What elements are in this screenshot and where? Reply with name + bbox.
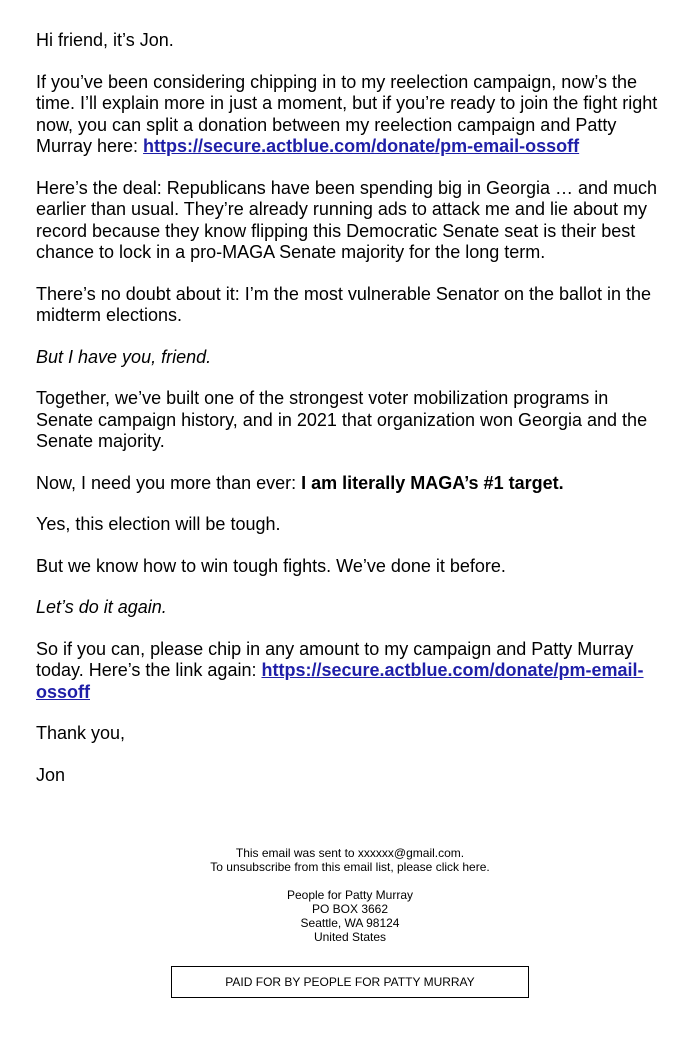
signature: Jon [36,764,66,785]
email-footer [0,846,700,998]
donate-link-again[interactable]: https://secure.actblue.com/donate/pm-email-ossoff [36,660,644,702]
greeting: Hi friend, it’s Jon. [36,30,174,50]
maga-target-bold: I am literally MAGA’s #1 target. [301,472,564,493]
donate-link[interactable]: https://secure.actblue.com/donate/pm-email-ossoff [143,136,580,156]
need-you-text: Now, I need you more than ever: [36,472,302,493]
po-box: PO BOX 3662 [311,902,389,916]
country: United States [313,930,387,944]
have-you-italic: But I have you, friend. [36,346,212,367]
paragraph-deal: Here’s the deal: Republicans have been spending big in Georgia … and much earlier than usual. They’re already running ads to attack me and lie about my record because they know flipping this Democratic Senate seat is their best chance to lock in a pro-MAGA Senate majority for the long term. [36,177,658,262]
intro-text: If you’ve been considering chipping in to my reelection campaign, now’s the time. I’ll explain more in just a moment, but if you’re ready to join the fight right now, you can split a donation between my reelection campaign and Patty Murray here: [36,71,658,156]
paid-for-disclaimer: PAID FOR BY PEOPLE FOR PATTY MURRAY [171,966,529,998]
paragraph-have-you [36,347,664,369]
closing: Thank you, [36,723,126,743]
footer-address [0,888,700,944]
paragraph-vulnerable: There’s no doubt about it: I’m the most vulnerable Senator on the ballot in the midterm elections. [36,283,652,325]
footer-notice [0,846,700,874]
paragraph-chip-in [36,639,664,704]
again-italic: Let’s do it again. [36,597,167,617]
sent-to-text: This email was sent to xxxxxx@gmail.com. [235,846,465,860]
unsubscribe-link[interactable]: To unsubscribe from this email list, please click here. [210,860,490,874]
city-state: Seattle, WA 98124 [300,916,400,930]
paragraph-tough: Yes, this election will be tough. [36,514,281,534]
chip-in-text: So if you can, please chip in any amount to my campaign and Patty Murray today. Here’s the link again: [36,638,634,680]
paragraph-need-you [36,473,664,495]
org-name: People for Patty Murray [286,888,414,902]
paragraph-intro [36,72,664,158]
paragraph-together: Together, we’ve built one of the strongest voter mobilization programs in Senate campaign history, and in 2021 that organization won Georgia and the Senate majority. [36,388,648,451]
paragraph-again [36,597,664,619]
paragraph-win: But we know how to win tough fights. We’ve done it before. [36,555,506,576]
